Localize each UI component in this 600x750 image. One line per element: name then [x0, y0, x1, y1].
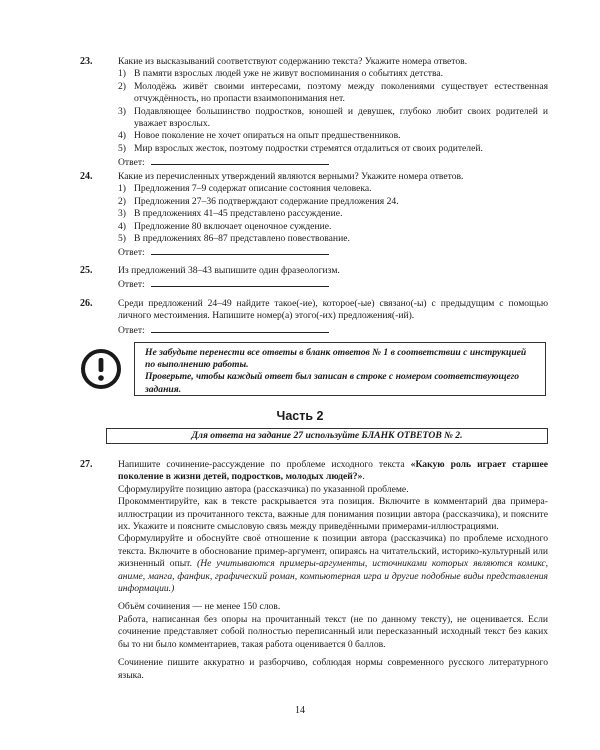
option-number: 3) — [118, 208, 126, 220]
option-text: Предложения 27–36 подтверждают содержание предложения 24. — [134, 195, 399, 207]
notice-line: Не забудьте перенести все ответы в бланк ответов № 1 в соответствии с инструкцией по выполнению работы. — [145, 347, 527, 371]
answer-row — [118, 277, 548, 291]
answer-line[interactable] — [151, 245, 329, 255]
question-text: Из предложений 38–43 выпишите один фразеологизм. — [118, 265, 340, 276]
option-number: 1) — [118, 68, 126, 80]
part-instruction: Для ответа на задание 27 используйте БЛАНК ОТВЕТОВ № 2. — [106, 428, 548, 444]
answer-label: Ответ: — [118, 279, 145, 291]
task-text: . — [362, 471, 365, 483]
exclamation-icon — [80, 348, 122, 390]
task-text: Сформулируйте и обоснуйте своё отношение к позиции автора (рассказчика) по проблеме исходного текста. Включите в обоснование пример-аргумент, опираясь на читательский, историко-культурный или жизненный опыт. — [118, 533, 548, 570]
option-text: В памяти взрослых людей уже не живут воспоминания о событиях детства. — [134, 68, 444, 80]
option-text: В предложениях 86–87 представлено повествование. — [134, 233, 350, 245]
question-text: Какие из перечисленных утверждений являются верными? Укажите номера ответов. — [118, 171, 464, 182]
question-number: 25. — [80, 265, 93, 276]
option — [118, 221, 548, 233]
task-text: Напишите сочинение-рассуждение по проблеме исходного текста — [118, 459, 411, 470]
option — [118, 81, 548, 106]
option-number: 4) — [118, 130, 126, 142]
notice-line: Проверьте, чтобы каждый ответ был записан в строке с номером соответствующего задания. — [145, 371, 520, 395]
task-paragraph: Объём сочинения — не менее 150 слов. — [118, 601, 281, 613]
option — [118, 106, 548, 131]
option-text: Мир взрослых жесток, поэтому подростки стремятся отдалиться от своих родителей. — [134, 142, 483, 154]
notice-box — [134, 342, 546, 396]
part-title: Часть 2 — [276, 409, 324, 423]
answer-line[interactable] — [151, 155, 329, 165]
option — [118, 130, 548, 142]
option-number: 2) — [118, 195, 126, 207]
option-number: 4) — [118, 220, 126, 232]
question-text: Какие из высказываний соответствуют содержанию текста? Укажите номера ответов. — [118, 56, 468, 67]
question-number: 23. — [80, 56, 93, 67]
option — [118, 196, 548, 208]
option — [118, 143, 548, 155]
option-text: Новое поколение не хочет опираться на опыт предшественников. — [134, 130, 401, 142]
page-number: 14 — [295, 705, 305, 716]
task-paragraph: Сочинение пишите аккуратно и разборчиво, соблюдая нормы современного русского литературного языка. — [118, 657, 548, 681]
option-number: 5) — [118, 142, 126, 154]
question-text: Среди предложений 24–49 найдите такое(-ие), которое(-ые) связано(-ы) с предыдущим с помощью личного местоимения. Напишите номер(а) этого(-их) предложения(-ий). — [118, 298, 548, 322]
option — [118, 68, 548, 80]
option — [118, 233, 548, 245]
task-paragraph — [118, 533, 548, 595]
question-number: 27. — [80, 459, 93, 470]
task-paragraph: Сформулируйте позицию автора (рассказчика) по указанной проблеме. — [118, 483, 409, 495]
option-text: В предложениях 41–45 представлено рассуждение. — [134, 208, 343, 220]
option-number: 1) — [118, 183, 126, 195]
answer-label: Ответ: — [118, 157, 145, 169]
option-number: 2) — [118, 80, 126, 92]
transfer-notice — [80, 342, 550, 398]
answer-label: Ответ: — [118, 324, 145, 336]
answer-row — [118, 155, 548, 169]
question-number: 24. — [80, 171, 93, 182]
question-number: 26. — [80, 298, 93, 309]
answer-label: Ответ: — [118, 247, 145, 259]
task-paragraph: Работа, написанная без опоры на прочитанный текст (не по данному тексту), не оценивается. Если сочинение представляет собой полностью переписанный или пересказанный исходный текст без каких бы то ни было комментариев, такая работа оценивается 0 баллов. — [118, 613, 548, 650]
task-paragraph — [118, 459, 548, 484]
answer-row — [118, 323, 548, 337]
option-number: 5) — [118, 233, 126, 245]
option — [118, 183, 548, 195]
answer-line[interactable] — [151, 277, 329, 287]
option-text: Подавляющее большинство подростков, юношей и девушек, глубоко любит своих родителей и уважает взрослых. — [134, 105, 548, 130]
task-paragraph: Прокомментируйте, как в тексте раскрывается эта позиция. Включите в комментарий два примера-иллюстрации из прочитанного текста, важные для понимания позиции автора (рассказчика), и поясните их. Укажите и поясните смысловую связь между приведёнными примерами-иллюстрациями. — [118, 496, 548, 533]
answer-row — [118, 245, 548, 259]
problem-statement: «Какую роль играет старшее поколение в жизни детей, подростков, молодых людей?» — [118, 459, 548, 483]
option-text: Предложения 7–9 содержат описание состояния человека. — [134, 183, 372, 195]
option — [118, 208, 548, 220]
option-number: 3) — [118, 105, 126, 117]
answer-line[interactable] — [151, 323, 329, 333]
option-text: Молодёжь живёт своими интересами, поэтому между поколениями существует естественная отчуждённость, но пропасти взаимопонимания нет. — [134, 80, 548, 105]
option-text: Предложение 80 включает оценочное суждение. — [134, 220, 332, 232]
task-note: (Не учитываются примеры-аргументы, источниками которых являются комикс, аниме, манга, фанфик, графический роман, компьютерная игра и другие подобные виды представления информации.) — [118, 558, 548, 595]
